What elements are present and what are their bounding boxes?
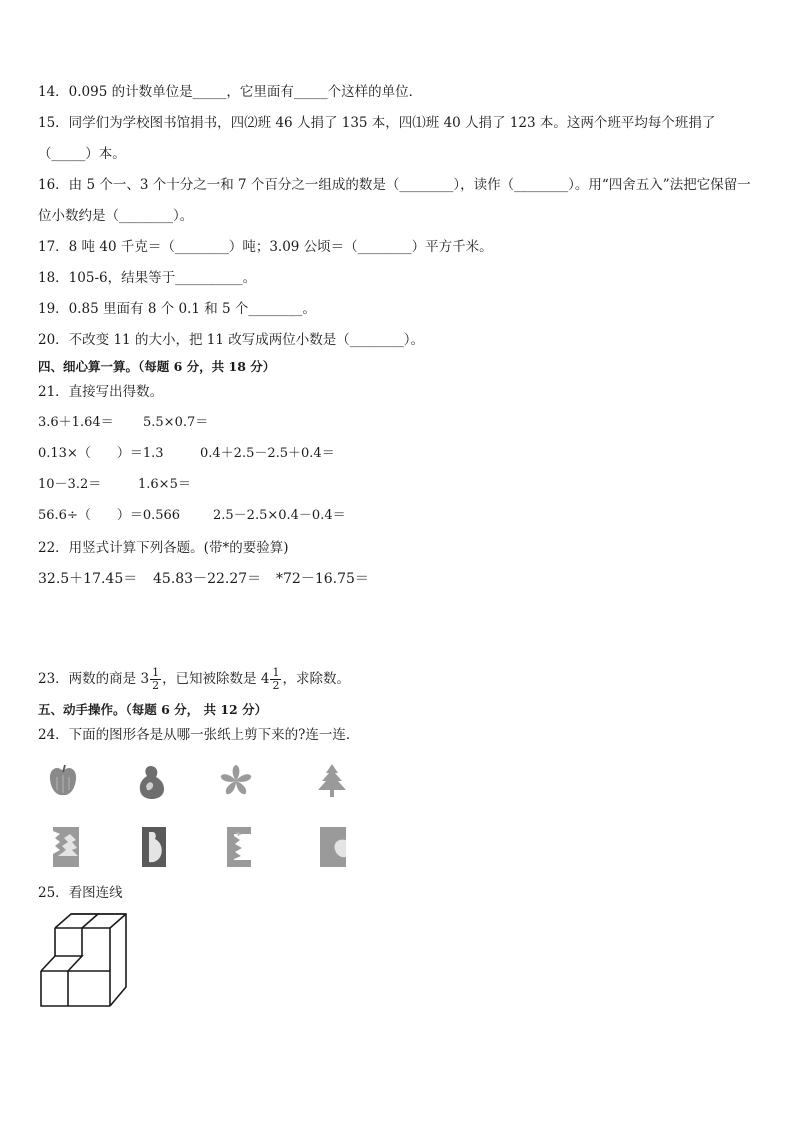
fraction-1-numerator: 1 — [152, 666, 160, 679]
question-17: 17．8 吨 40 千克＝（________）吨；3.09 公顷＝（________）平方千米。 — [38, 239, 493, 255]
question-16-line-1: 16．由 5 个一、3 个十分之一和 7 个百分之一组成的数是（________），读作（________）。用“四舍五入”法把它保留一 — [38, 177, 751, 193]
q21-row-1-left: 3.6＋1.64＝ — [38, 415, 114, 430]
q22-item-3: *72－16.75＝ — [276, 571, 369, 587]
apple-icon — [48, 763, 78, 799]
question-22-title: 22．用竖式计算下列各题。(带*的要验算) — [38, 540, 289, 556]
fraction-2-numerator: 1 — [272, 666, 280, 679]
q21-row-3-right: 1.6×5＝ — [138, 477, 191, 492]
q22-item-2: 45.83－22.27＝ — [153, 571, 262, 587]
q21-row-4-left: 56.6÷（ ）＝0.566 — [38, 508, 181, 523]
question-21-title: 21．直接写出得数。 — [38, 384, 164, 400]
fraction-2-denominator: 2 — [272, 679, 280, 692]
flower-icon — [219, 764, 253, 798]
question-18: 18．105-6，结果等于__________。 — [38, 270, 257, 286]
q23-prefix: 23．两数的商是 3 — [38, 671, 150, 687]
q21-row-2-left: 0.13×（ ）＝1.3 — [38, 446, 164, 461]
cut-paper-gourd-icon — [141, 826, 167, 868]
gourd-icon — [138, 764, 166, 800]
q22-item-1: 32.5＋17.45＝ — [38, 571, 138, 587]
question-14: 14．0.095 的计数单位是_____，它里面有_____个这样的单位． — [38, 84, 423, 100]
q21-row-1-right: 5.5×0.7＝ — [143, 415, 209, 430]
section-4-title: 四、细心算一算。（每题 6 分，共 18 分） — [38, 359, 276, 374]
q21-row-4-right: 2.5－2.5×0.4－0.4＝ — [213, 508, 346, 523]
q21-row-3-left: 10－3.2＝ — [38, 477, 102, 492]
tree-icon — [315, 763, 349, 799]
q21-row-2-right: 0.4＋2.5－2.5＋0.4＝ — [200, 446, 335, 461]
question-15-line-2: （_____）本。 — [38, 146, 126, 162]
cube-stack-icon — [38, 912, 130, 1009]
question-25-title: 25．看图连线 — [38, 885, 123, 901]
q23-suffix: ，求除数。 — [282, 671, 350, 687]
question-15-line-1: 15．同学们为学校图书馆捐书，四⑵班 46 人捐了 135 本，四⑴班 40 人捐了 123 本。这两个班平均每个班捐了 — [38, 115, 716, 131]
cut-paper-tree-icon — [52, 826, 80, 868]
cut-paper-flower-icon — [226, 826, 252, 868]
fraction-2 — [270, 667, 281, 692]
question-16-line-2: 位小数约是（________）。 — [38, 208, 194, 224]
fraction-1 — [150, 667, 161, 692]
fraction-1-denominator: 2 — [152, 679, 160, 692]
question-24-title: 24．下面的图形各是从哪一张纸上剪下来的?连一连． — [38, 727, 360, 743]
section-5-title: 五、动手操作。（每题 6 分， 共 12 分） — [38, 702, 268, 717]
question-23 — [38, 662, 350, 696]
q23-middle: ，已知被除数是 4 — [162, 671, 270, 687]
question-19: 19．0.85 里面有 8 个 0.1 和 5 个________。 — [38, 301, 316, 317]
cut-paper-apple-icon — [319, 826, 347, 868]
question-20: 20．不改变 11 的大小，把 11 改写成两位小数是（________）。 — [38, 332, 424, 348]
